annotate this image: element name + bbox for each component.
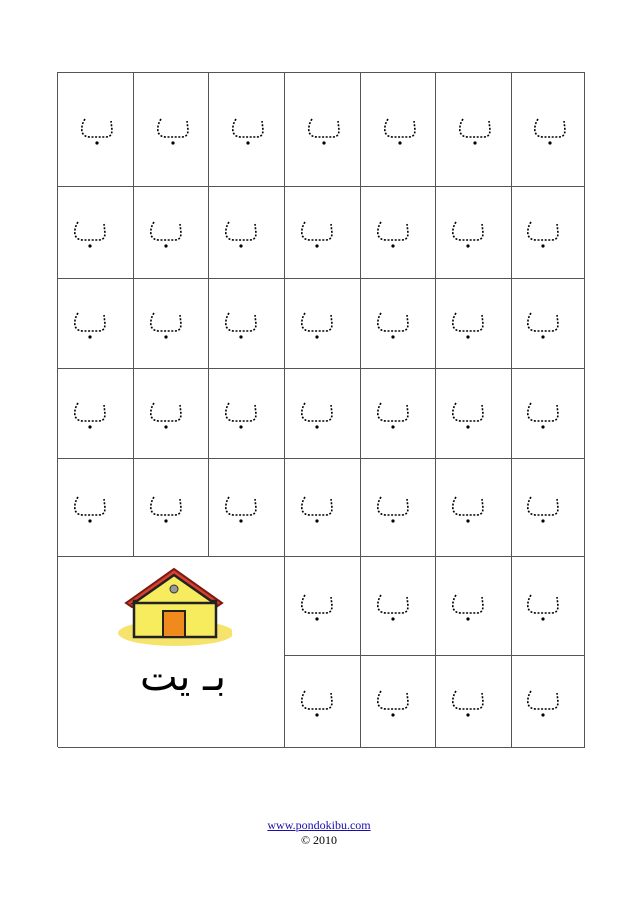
dotted-letter-ba-icon bbox=[298, 685, 336, 719]
dotted-letter-ba-icon bbox=[374, 307, 412, 341]
trace-cell[interactable] bbox=[285, 656, 361, 748]
dotted-letter-ba-icon bbox=[71, 216, 109, 250]
dotted-letter-ba-icon bbox=[374, 216, 412, 250]
dotted-letter-ba-icon bbox=[374, 685, 412, 719]
trace-cell[interactable] bbox=[58, 73, 134, 187]
trace-cell[interactable] bbox=[512, 656, 585, 748]
trace-cell[interactable] bbox=[436, 279, 512, 369]
trace-cell[interactable] bbox=[361, 557, 436, 656]
trace-cell[interactable] bbox=[285, 369, 361, 459]
dotted-letter-ba-icon bbox=[449, 216, 487, 250]
dotted-letter-ba-icon bbox=[147, 216, 185, 250]
dotted-letter-ba-icon bbox=[524, 685, 562, 719]
dotted-letter-ba-icon bbox=[456, 113, 494, 147]
trace-cell[interactable] bbox=[285, 557, 361, 656]
trace-cell[interactable] bbox=[209, 279, 285, 369]
trace-cell[interactable] bbox=[285, 187, 361, 279]
dotted-letter-ba-icon bbox=[449, 491, 487, 525]
dotted-letter-ba-icon bbox=[374, 589, 412, 623]
dotted-letter-ba-icon bbox=[222, 397, 260, 431]
trace-cell[interactable] bbox=[512, 459, 585, 557]
trace-cell[interactable] bbox=[209, 187, 285, 279]
dotted-letter-ba-icon bbox=[524, 589, 562, 623]
dotted-letter-ba-icon bbox=[298, 397, 336, 431]
dotted-letter-ba-icon bbox=[524, 307, 562, 341]
dotted-letter-ba-icon bbox=[147, 307, 185, 341]
trace-cell[interactable] bbox=[436, 73, 512, 187]
trace-cell[interactable] bbox=[134, 459, 209, 557]
dotted-letter-ba-icon bbox=[531, 113, 569, 147]
trace-cell[interactable] bbox=[436, 459, 512, 557]
trace-cell[interactable] bbox=[209, 73, 285, 187]
dotted-letter-ba-icon bbox=[524, 397, 562, 431]
footer bbox=[0, 818, 638, 848]
dotted-letter-ba-icon bbox=[222, 216, 260, 250]
trace-cell[interactable] bbox=[436, 557, 512, 656]
dotted-letter-ba-icon bbox=[374, 397, 412, 431]
trace-cell[interactable] bbox=[134, 187, 209, 279]
dotted-letter-ba-icon bbox=[147, 397, 185, 431]
trace-cell[interactable] bbox=[134, 279, 209, 369]
trace-cell[interactable] bbox=[361, 369, 436, 459]
trace-cell[interactable] bbox=[58, 279, 134, 369]
dotted-letter-ba-icon bbox=[449, 589, 487, 623]
dotted-letter-ba-icon bbox=[524, 491, 562, 525]
trace-cell[interactable] bbox=[512, 73, 585, 187]
dotted-letter-ba-icon bbox=[154, 113, 192, 147]
dotted-letter-ba-icon bbox=[78, 113, 116, 147]
dotted-letter-ba-icon bbox=[298, 307, 336, 341]
trace-cell[interactable] bbox=[134, 73, 209, 187]
trace-cell[interactable] bbox=[134, 369, 209, 459]
tracing-grid bbox=[57, 72, 585, 747]
house-icon bbox=[116, 563, 232, 649]
dotted-letter-ba-icon bbox=[229, 113, 267, 147]
trace-cell[interactable] bbox=[361, 187, 436, 279]
dotted-letter-ba-icon bbox=[298, 216, 336, 250]
trace-cell[interactable] bbox=[361, 279, 436, 369]
trace-cell[interactable] bbox=[361, 459, 436, 557]
trace-cell[interactable] bbox=[436, 369, 512, 459]
dotted-letter-ba-icon bbox=[71, 491, 109, 525]
trace-cell[interactable] bbox=[209, 369, 285, 459]
trace-cell[interactable] bbox=[58, 187, 134, 279]
trace-cell[interactable] bbox=[209, 459, 285, 557]
dotted-letter-ba-icon bbox=[305, 113, 343, 147]
copyright-text: © 2010 bbox=[300, 833, 338, 847]
trace-cell[interactable] bbox=[436, 187, 512, 279]
trace-cell[interactable] bbox=[512, 187, 585, 279]
trace-cell[interactable] bbox=[361, 656, 436, 748]
trace-cell[interactable] bbox=[285, 73, 361, 187]
trace-cell[interactable] bbox=[512, 279, 585, 369]
trace-cell[interactable] bbox=[512, 557, 585, 656]
dotted-letter-ba-icon bbox=[449, 397, 487, 431]
dotted-letter-ba-icon bbox=[222, 307, 260, 341]
dotted-letter-ba-icon bbox=[524, 216, 562, 250]
dotted-letter-ba-icon bbox=[374, 491, 412, 525]
trace-cell[interactable] bbox=[58, 369, 134, 459]
dotted-letter-ba-icon bbox=[298, 491, 336, 525]
dotted-letter-ba-icon bbox=[71, 397, 109, 431]
trace-cell[interactable] bbox=[58, 459, 134, 557]
trace-cell[interactable] bbox=[285, 459, 361, 557]
picture-word: بـ يت bbox=[140, 654, 226, 700]
trace-cell[interactable] bbox=[436, 656, 512, 748]
dotted-letter-ba-icon bbox=[449, 685, 487, 719]
trace-cell[interactable] bbox=[512, 369, 585, 459]
dotted-letter-ba-icon bbox=[381, 113, 419, 147]
trace-cell[interactable] bbox=[285, 279, 361, 369]
dotted-letter-ba-icon bbox=[298, 589, 336, 623]
website-link[interactable]: www.pondokibu.com bbox=[267, 818, 371, 832]
dotted-letter-ba-icon bbox=[71, 307, 109, 341]
dotted-letter-ba-icon bbox=[222, 491, 260, 525]
picture-cell bbox=[58, 557, 285, 748]
dotted-letter-ba-icon bbox=[147, 491, 185, 525]
trace-cell[interactable] bbox=[361, 73, 436, 187]
dotted-letter-ba-icon bbox=[449, 307, 487, 341]
